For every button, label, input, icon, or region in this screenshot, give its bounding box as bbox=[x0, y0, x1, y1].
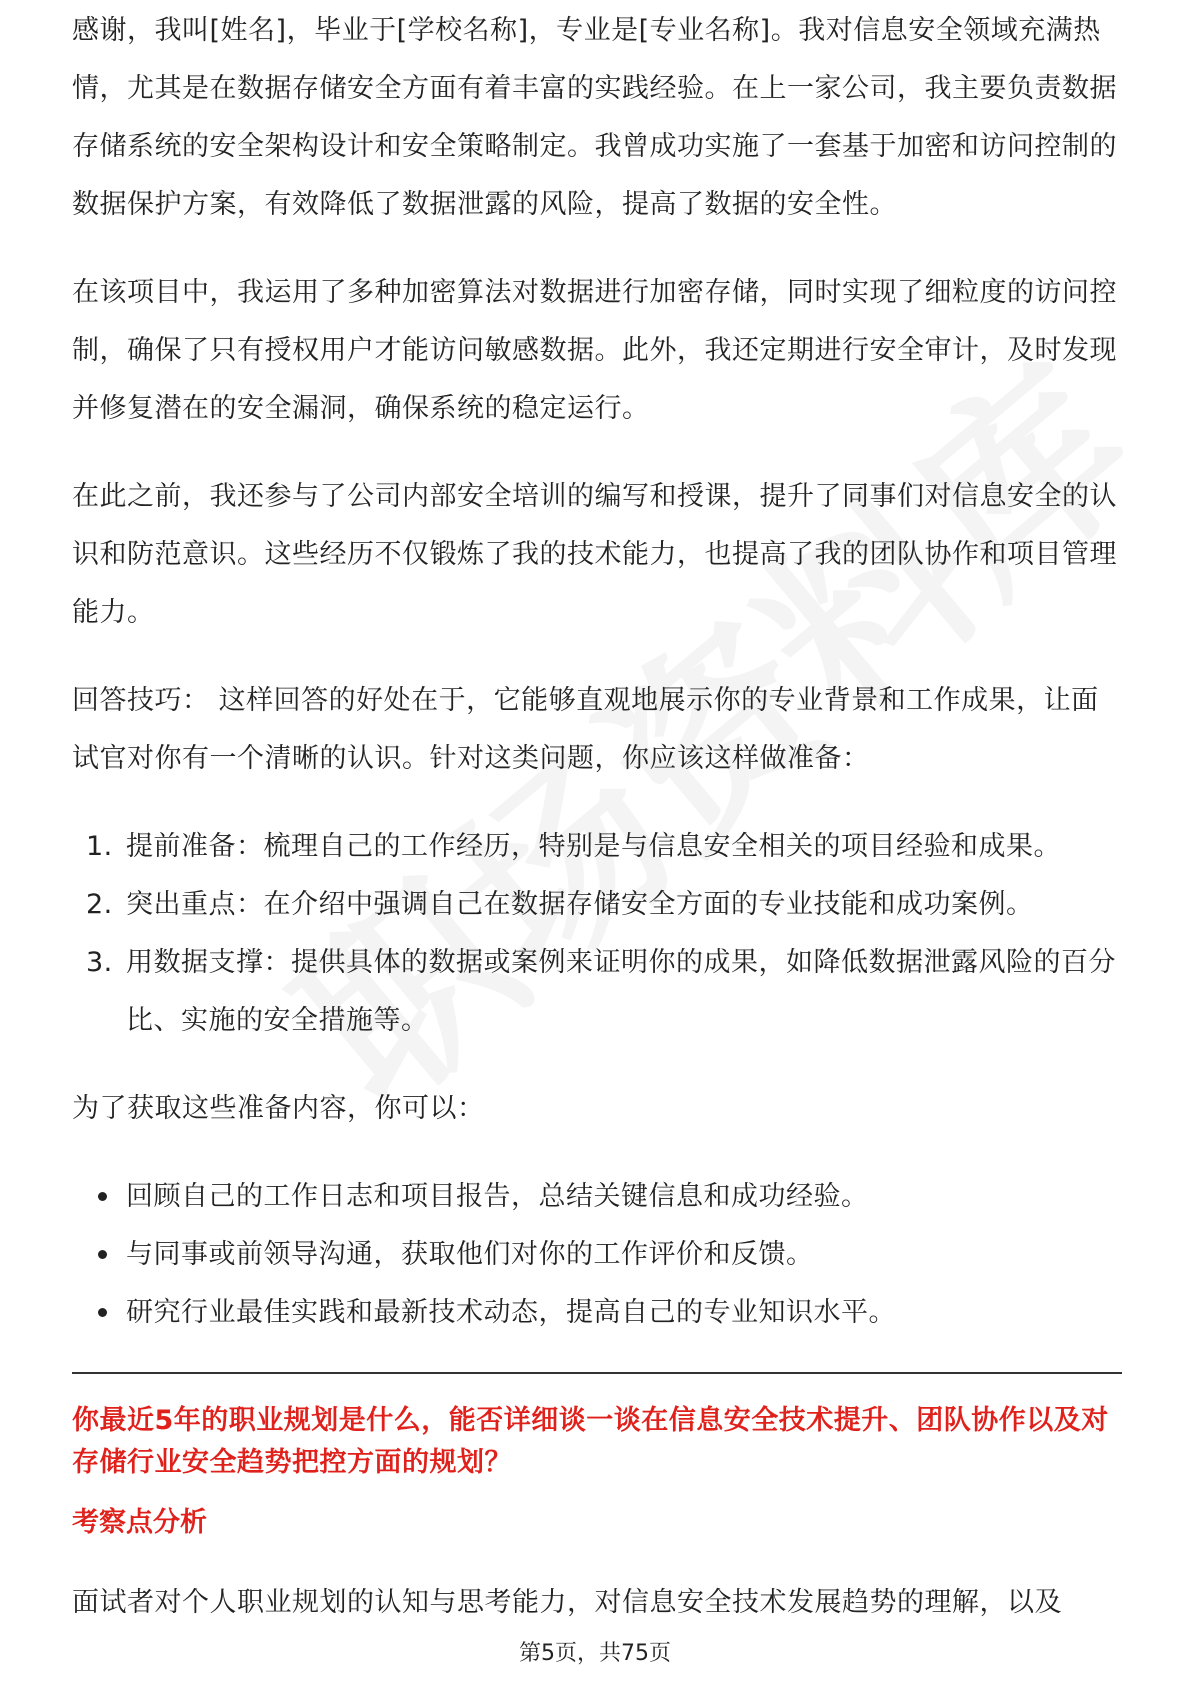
list-item bbox=[72, 1226, 1122, 1284]
page-number: 第5页，共75页 bbox=[519, 1641, 671, 1666]
training-paragraph: 在此之前，我还参与了公司内部安全培训的编写和授课，提升了同事们对信息安全的认识和防范意识。这些经历不仅锻炼了我的技术能力，也提高了我的团队协作和项目管理能力。 bbox=[72, 481, 1117, 628]
interview-question: 你最近5年的职业规划是什么，能否详细谈一谈在信息安全技术提升、团队协作以及对存储行业安全趋势把控方面的规划？ bbox=[72, 1405, 1109, 1478]
document-content bbox=[72, 15, 1122, 1662]
list-item bbox=[72, 876, 1122, 934]
list-item-text: 回顾自己的工作日志和项目报告，总结关键信息和成功经验。 bbox=[126, 1181, 869, 1212]
intro-first-line: 感谢，我叫[姓名]，毕业于[学校名称]，专业是[专业名称]。我对信息安全领域充满 bbox=[72, 15, 1074, 46]
section-divider bbox=[72, 1372, 1122, 1374]
bullet-icon bbox=[98, 1308, 107, 1317]
list-number: 2. bbox=[86, 889, 113, 920]
analysis-paragraph: 面试者对个人职业规划的认知与思考能力，对信息安全技术发展趋势的理解，以及 bbox=[72, 1587, 1062, 1618]
answer-tip: 回答技巧： 这样回答的好处在于，它能够直观地展示你的专业背景和工作成果，让面试官对你有一个清晰的认识。针对这类问题，你应该这样做准备： bbox=[72, 685, 1099, 774]
list-item-text: 突出重点：在介绍中强调自己在数据存储安全方面的专业技能和成功案例。 bbox=[126, 889, 1034, 920]
list-item-text: 用数据支撑：提供具体的数据或案例来证明你的成果，如降低数据泄露风险的百分比、实施的安全措施等。 bbox=[126, 947, 1116, 1036]
bullet-icon bbox=[98, 1192, 107, 1201]
list-item bbox=[72, 818, 1122, 876]
list-number: 3. bbox=[86, 947, 113, 978]
list-item bbox=[72, 1284, 1122, 1342]
project-paragraph: 在该项目中，我运用了多种加密算法对数据进行加密存储，同时实现了细粒度的访问控制，确保了只有授权用户才能访问敏感数据。此外，我还定期进行安全审计，及时发现并修复潜在的安全漏洞，确保系统的稳定运行。 bbox=[72, 277, 1117, 424]
bullet-icon bbox=[98, 1250, 107, 1259]
intro-paragraph bbox=[72, 2, 1122, 234]
intro-rest: 热情，尤其是在数据存储安全方面有着丰富的实践经验。在上一家公司，我主要负责数据存储系统的安全架构设计和安全策略制定。我曾成功实施了一套基于加密和访问控制的数据保护方案，有效降低了数据泄露的风险，提高了数据的安全性。 bbox=[72, 15, 1117, 220]
prep-steps-list bbox=[72, 818, 1122, 1050]
list-item bbox=[72, 1168, 1122, 1226]
prep-bullets-list bbox=[72, 1168, 1122, 1342]
prep-intro: 为了获取这些准备内容，你可以： bbox=[72, 1093, 485, 1124]
list-number: 1. bbox=[86, 831, 113, 862]
analysis-title: 考察点分析 bbox=[72, 1507, 207, 1538]
list-item-text: 研究行业最佳实践和最新技术动态，提高自己的专业知识水平。 bbox=[126, 1297, 896, 1328]
list-item-text: 提前准备：梳理自己的工作经历，特别是与信息安全相关的项目经验和成果。 bbox=[126, 831, 1061, 862]
list-item bbox=[72, 934, 1122, 1050]
list-item-text: 与同事或前领导沟通，获取他们对你的工作评价和反馈。 bbox=[126, 1239, 814, 1270]
